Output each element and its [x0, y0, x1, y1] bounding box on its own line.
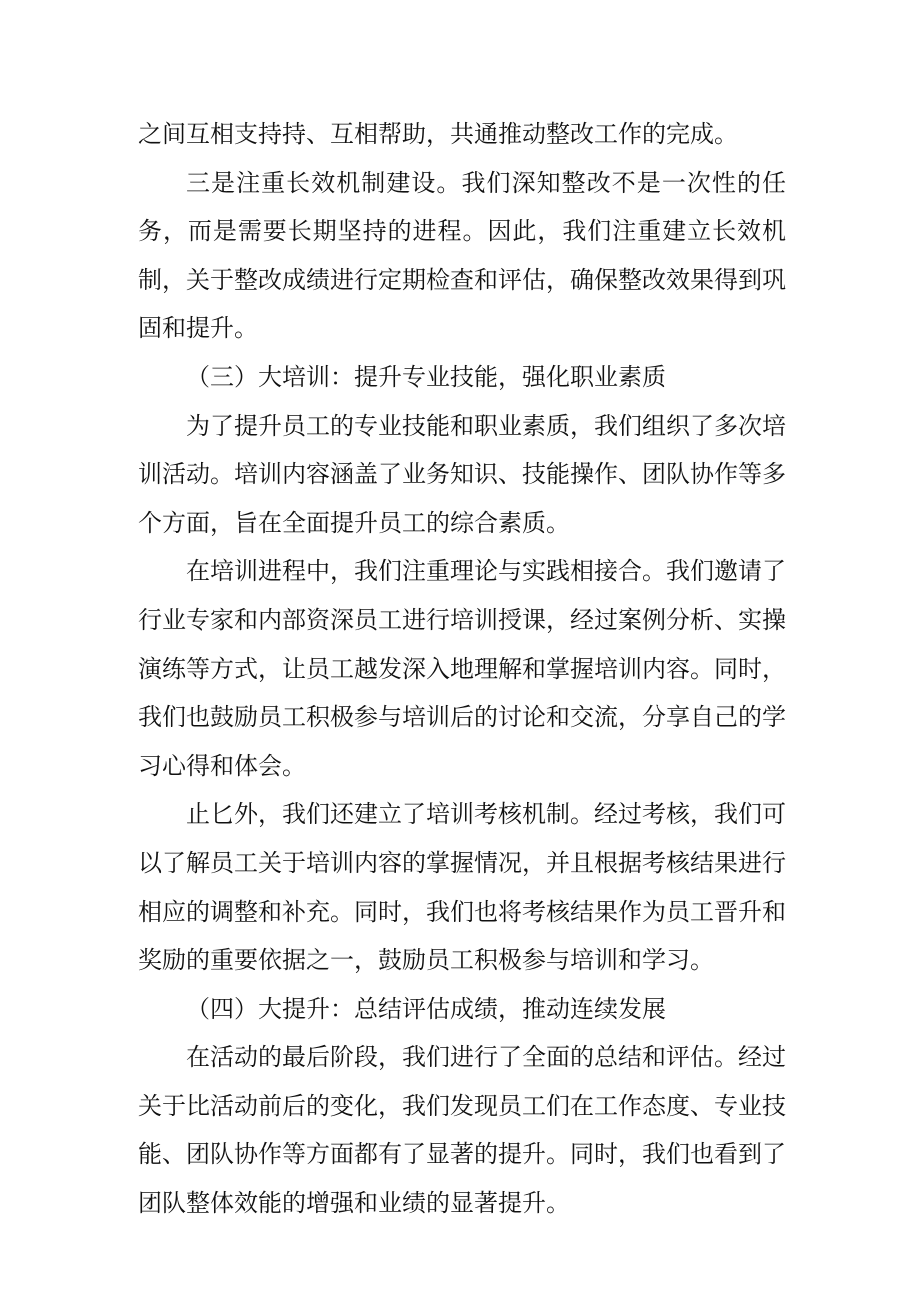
- paragraph-long-term-mechanism: 三是注重长效机制建设。我们深知整改不是一次性的任务，而是需要长期坚持的进程。因此，我们注重建立长效机制，关于整改成绩进行定期检查和评估，确保整改效果得到巩固和提升。: [138, 168, 786, 343]
- paragraph-training-intro: 为了提升员工的专业技能和职业素质，我们组织了多次培训活动。培训内容涵盖了业务知识、技能操作、团队协作等多个方面，旨在全面提升员工的综合素质。: [138, 411, 786, 537]
- section-heading-improvement: （四）大提升：总结评估成绩，推动连续发展: [186, 994, 666, 1023]
- paragraph-summary-evaluation: 在活动的最后阶段，我们进行了全面的总结和评估。经过关于比活动前后的变化，我们发现员工们在工作态度、专业技能、团队协作等方面都有了显著的提升。同时，我们也看到了团队整体效能的增强和业绩的显著提升。: [138, 1043, 786, 1218]
- paragraph-continuation: 之间互相支持持、互相帮助，共通推动整改工作的完成。: [138, 120, 738, 148]
- paragraph-training-assessment: 止匕外，我们还建立了培训考核机制。经过考核，我们可以了解员工关于培训内容的掌握情况，并且根据考核结果进行相应的调整和补充。同时，我们也将考核结果作为员工晋升和奖励的重要依据之一，鼓励员工积极参与培训和学习。: [138, 800, 786, 975]
- paragraph-training-process: 在培训进程中，我们注重理论与实践相接合。我们邀请了行业专家和内部资深员工进行培训授课，经过案例分析、实操演练等方式，让员工越发深入地理解和掌握培训内容。同时，我们也鼓励员工积极参与培训后的讨论和交流，分享自己的学习心得和体会。: [138, 557, 786, 780]
- section-heading-training: （三）大培训：提升专业技能，强化职业素质: [186, 362, 666, 391]
- document-body: [138, 110, 786, 1228]
